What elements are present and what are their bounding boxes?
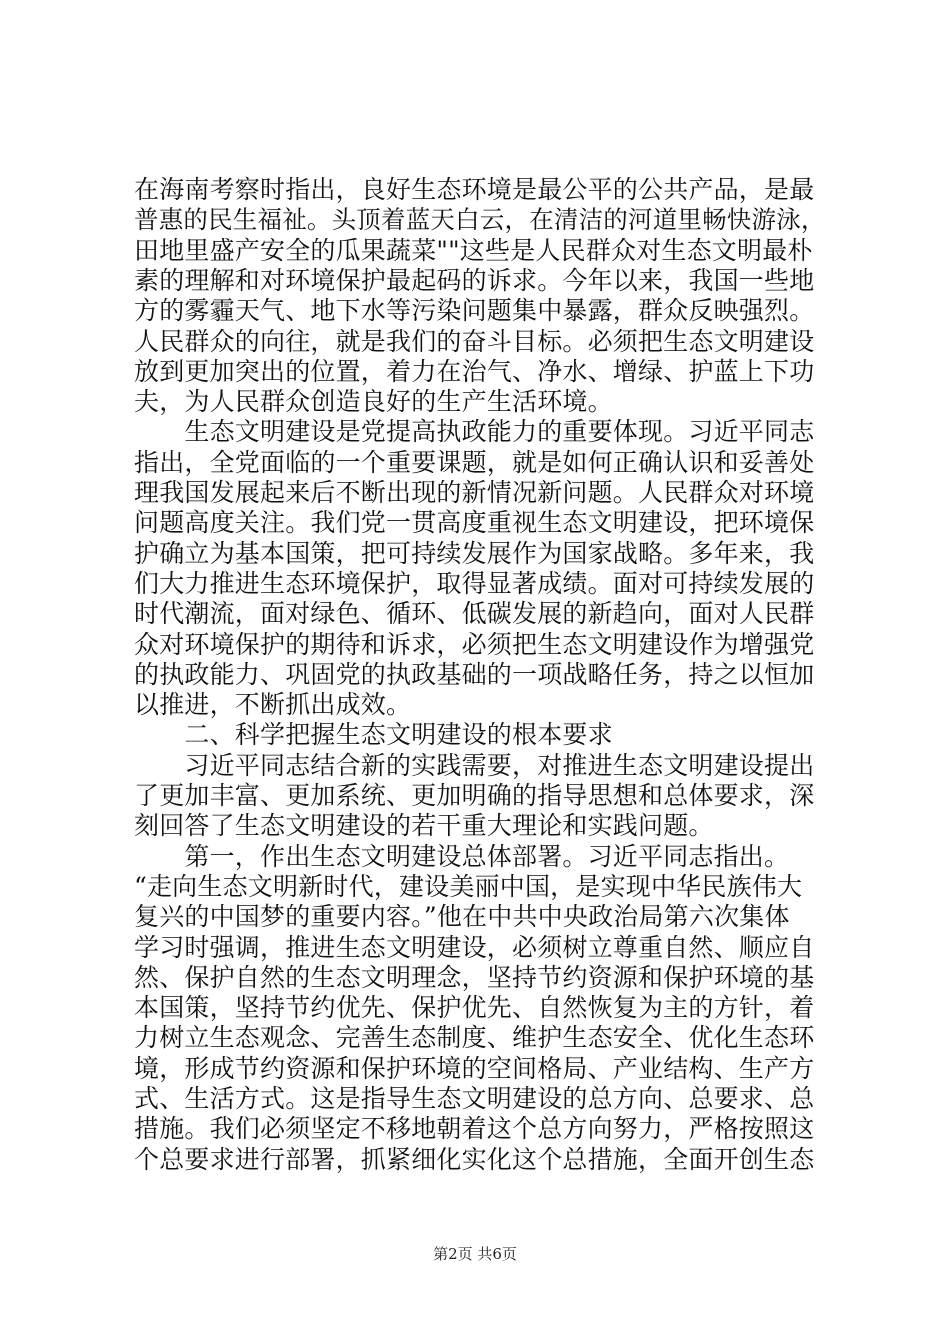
text-line: 问题高度关注。我们党一贯高度重视生态文明建设，把环境保 <box>134 508 815 538</box>
text-line: 方的雾霾天气、地下水等污染问题集中暴露，群众反映强烈。 <box>134 296 815 326</box>
text-line: 复兴的中国梦的重要内容。”他在中共中央政治局第六次集体 <box>134 902 790 932</box>
text-line: 刻回答了生态文明建设的若干重大理论和实践问题。 <box>134 811 714 841</box>
text-line: 第一，作出生态文明建设总体部署。习近平同志指出。 <box>134 841 790 871</box>
text-line: 了更加丰富、更加系统、更加明确的指导思想和总体要求，深 <box>134 781 815 810</box>
text-line: 习近平同志结合新的实践需要，对推进生态文明建设提出 <box>134 750 815 780</box>
text-line: 境，形成节约资源和保护环境的空间格局、产业结构、生产方 <box>134 1053 815 1083</box>
text-line: 时代潮流，面对绿色、循环、低碳发展的新趋向，面对人民群 <box>134 599 815 629</box>
text-line: 式、生活方式。这是指导生态文明建设的总方向、总要求、总 <box>134 1084 815 1113</box>
text-line: 学习时强调，推进生态文明建设，必须树立尊重自然、顺应自 <box>134 932 815 962</box>
text-line: 放到更加突出的位置，着力在治气、净水、增绿、护蓝上下功 <box>134 356 815 386</box>
text-line: 理我国发展起来后不断出现的新情况新问题。人民群众对环境 <box>134 478 815 507</box>
text-line: 在海南考察时指出，良好生态环境是最公平的公共产品，是最 <box>134 175 815 204</box>
text-line: 指出，全党面临的一个重要课题，就是如何正确认识和妥善处 <box>134 447 815 477</box>
text-line: 田地里盛产安全的瓜果蔬菜""这些是人民群众对生态文明最朴 <box>134 235 813 265</box>
text-line: “走向生态文明新时代，建设美丽中国，是实现中华民族伟大 <box>134 871 803 901</box>
text-line: 众对环境保护的期待和诉求，必须把生态文明建设作为增强党 <box>134 629 815 659</box>
text-line: 生态文明建设是党提高执政能力的重要体现。习近平同志 <box>134 417 815 447</box>
text-line: 力树立生态观念、完善生态制度、维护生态安全、优化生态环 <box>134 1023 815 1053</box>
text-line: 护确立为基本国策，把可持续发展作为国家战略。多年来，我 <box>134 538 815 568</box>
text-line: 本国策，坚持节约优先、保护优先、自然恢复为主的方针，着 <box>134 993 815 1023</box>
text-line: 普惠的民生福祉。头顶着蓝天白云，在清洁的河道里畅快游泳， <box>134 205 826 235</box>
text-line: 素的理解和对环境保护最起码的诉求。今年以来，我国一些地 <box>134 265 815 295</box>
text-line: 人民群众的向往，就是我们的奋斗目标。必须把生态文明建设 <box>134 326 815 356</box>
text-line: 以推进，不断抓出成效。 <box>134 690 412 720</box>
text-line: 们大力推进生态环境保护，取得显著成绩。面对可持续发展的 <box>134 568 815 598</box>
text-line: 夫，为人民群众创造良好的生产生活环境。 <box>134 387 613 417</box>
page-footer: 第2页 共6页 <box>433 1245 517 1263</box>
text-line: 个总要求进行部署，抓紧细化实化这个总措施，全面开创生态 <box>134 1144 815 1174</box>
text-line: 然、保护自然的生态文明理念，坚持节约资源和保护环境的基 <box>134 962 815 992</box>
text-line: 二、科学把握生态文明建设的根本要求 <box>134 720 613 750</box>
text-line: 措施。我们必须坚定不移地朝着这个总方向努力，严格按照这 <box>134 1114 815 1144</box>
text-line: 的执政能力、巩固党的执政基础的一项战略任务，持之以恒加 <box>134 659 815 689</box>
